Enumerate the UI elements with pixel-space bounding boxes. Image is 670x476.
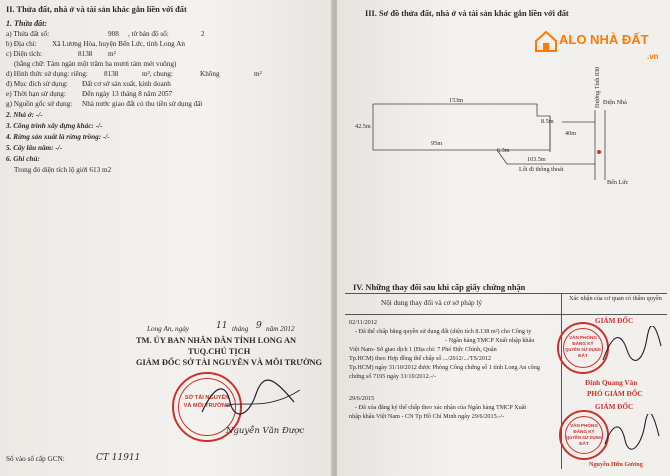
area-label: c) Diện tích:: [6, 50, 42, 58]
dim-small: 6.3m: [497, 147, 510, 154]
seal2-text-b: ĐĂNG KÝ: [573, 429, 595, 434]
signer-name: Nguyễn Văn Được: [226, 426, 305, 436]
usage-form-value: 8138: [104, 70, 119, 78]
parcel-label: a) Thửa đất số:: [6, 30, 50, 38]
dim-road: 40m: [565, 130, 577, 137]
usage-form-unit2: m²: [254, 70, 262, 78]
origin-value: Nhà nước giao đất có thu tiền sử dụng đất: [82, 100, 203, 108]
seal2-text-a: VĂN PHÒNG: [570, 423, 598, 428]
changes-title: IV. Những thay đổi sau khi cấp giấy chứng nhận: [353, 283, 526, 292]
dim-left: 42.5m: [355, 123, 371, 130]
entry1-date: 02/11/2012: [349, 319, 377, 326]
director-title: GIÁM ĐỐC SỞ TÀI NGUYÊN VÀ MÔI TRƯỜNG: [136, 358, 323, 367]
confirm2-title: GIÁM ĐỐC: [595, 403, 634, 411]
dim-top: 153m: [449, 97, 464, 104]
term-label: e) Thời hạn sử dụng:: [6, 90, 66, 98]
area-words: (bằng chữ: Tám ngàn một trăm ba mươi tám mét vuông): [14, 60, 177, 68]
purpose-label: đ) Mục đích sử dụng:: [6, 80, 68, 88]
house-line: 2. Nhà ở: -/-: [6, 111, 43, 119]
director-signature: [196, 372, 306, 432]
issue-year: năm 2012: [266, 325, 295, 333]
power-label: Điện Nhà: [603, 99, 627, 106]
dim-bottom: 95m: [431, 140, 443, 147]
seal1-text-d: ĐẤT: [578, 353, 588, 358]
usage-form-label: d) Hình thức sử dụng: riêng:: [6, 70, 88, 78]
origin-label: g) Nguồn gốc sử dụng:: [6, 100, 73, 108]
confirm1-title: GIÁM ĐỐC: [595, 317, 634, 325]
issue-month: 9: [256, 321, 262, 331]
confirm2-name: Nguyễn Hữu Gương: [589, 461, 643, 468]
house-logo-icon: [533, 28, 559, 54]
entry2-date: 29/6/2015: [349, 395, 375, 402]
address-value: Xã Lương Hòa, huyện Bến Lức, tỉnh Long An: [52, 40, 185, 48]
issue-month-label: tháng: [232, 325, 249, 333]
on-behalf-title: TUQ.CHỦ TỊCH: [188, 347, 251, 356]
seal1-text-b: ĐĂNG KÝ: [572, 341, 594, 346]
perennial-line: 5. Cây lâu năm: -/-: [6, 144, 63, 152]
purpose-value: Đất cơ sở sản xuất, kinh doanh: [82, 80, 171, 88]
entry1-line5: Tp.HCM) ngày 31/10/2012 được Phòng Công chứng số 1 tỉnh Long An công: [349, 364, 540, 371]
seal-text-a: SỞ TÀI NGUYÊN: [184, 395, 230, 401]
certificate-right-page: [337, 0, 670, 476]
notes-heading: 6. Ghi chú:: [6, 155, 40, 163]
area-unit: m²: [108, 50, 116, 58]
authority-title: TM. ỦY BAN NHÂN DÂN TỈNH LONG AN: [136, 336, 297, 345]
confirm1-name: Đinh Quang Văn: [585, 379, 638, 387]
seal1-text-a: VĂN PHÒNG: [569, 335, 597, 340]
watermark-brand: ALO NHÀ ĐẤT: [559, 32, 649, 47]
entry1-line3: Việt Nam- Sở giao dịch 1 (Địa chỉ: 7 Phó Đức Chính, Quận: [349, 346, 497, 353]
usage-form-shared: Không: [200, 70, 220, 78]
table-top-rule: [345, 293, 667, 294]
dim-bottom-2: 103.5m: [527, 156, 546, 163]
seal1-text-c: QUYỀN SỬ DỤNG: [565, 347, 601, 352]
seal-text-b: VÀ MÔI TRƯỜNG: [183, 403, 231, 409]
entry2-line2: nhập khẩu Việt Nam - CN Tp Hồ Chí Minh ngày 29/6/2015.-/-: [349, 413, 505, 420]
entry2-line1: - Đã xóa đăng ký thế chấp theo xác nhận của Ngân hàng TMCP Xuất: [355, 404, 527, 411]
section-iii-title: III. Sơ đồ thửa đất, nhà ở và tài sản khác gắn liền với đất: [365, 9, 569, 18]
road-name: Đường Tỉnh 830: [594, 66, 601, 108]
issue-day: 11: [216, 321, 228, 331]
dim-slant: 8.5m: [541, 118, 554, 125]
area-value: 8138: [78, 50, 93, 58]
confirm1-signature: [599, 326, 665, 366]
entry1-line1: - Đã thế chấp bằng quyền sử dụng đất (diện tích 8.138 m²) cho Công ty: [355, 328, 532, 335]
river-label: Bến Lức: [607, 179, 629, 186]
col-content-header: Nội dung thay đổi và cơ sở pháp lý: [381, 299, 483, 307]
certificate-left-page: [0, 0, 333, 476]
forest-line: 4. Rừng sản xuất là rừng trồng: -/-: [6, 133, 110, 141]
entry1-line6: chứng số 7195 ngày 31/10/2012.-/-: [349, 373, 437, 380]
construction-line: 3. Công trình xây dựng khác: -/-: [6, 122, 103, 130]
entry-number-label: Số vào sổ cấp GCN:: [6, 455, 65, 463]
entry1-line4: Tp.HCM) theo Hợp đồng thế chấp số .../2012/.../TS/2012: [349, 355, 492, 362]
map-value: 2: [201, 30, 205, 38]
issue-date-prefix: Long An, ngày: [147, 325, 189, 333]
seal2-text-d: ĐẤT: [579, 441, 589, 446]
address-label: b) Địa chỉ:: [6, 40, 37, 48]
land-heading: 1. Thửa đất:: [6, 19, 48, 28]
notes-text: Trong đó diện tích lộ giới 613 m2: [14, 166, 112, 174]
term-value: Đến ngày 13 tháng 8 năm 2057: [82, 90, 173, 98]
entry1-line2: - Ngân hàng TMCP Xuất nhập khẩu: [445, 337, 535, 344]
seal2-text-c: QUYỀN SỬ DỤNG: [566, 435, 602, 440]
usage-form-unit: m², chung:: [142, 70, 173, 78]
parcel-value: 908: [108, 30, 119, 38]
entry-number-value: CT 11911: [96, 453, 141, 463]
table-header-rule: [345, 314, 667, 315]
col-confirm-header: Xác nhận của cơ quan có thẩm quyền: [569, 295, 662, 302]
watermark-url: .vn: [647, 52, 659, 61]
confirm2-signature: [601, 414, 661, 454]
lot-label: Lối đi thông thoát: [519, 166, 564, 173]
confirm1-role: PHÓ GIÁM ĐỐC: [587, 390, 643, 398]
map-label: , tờ bản đồ số:: [128, 30, 169, 38]
section-ii-title: II. Thửa đất, nhà ở và tài sản khác gắn liền với đất: [6, 5, 187, 14]
